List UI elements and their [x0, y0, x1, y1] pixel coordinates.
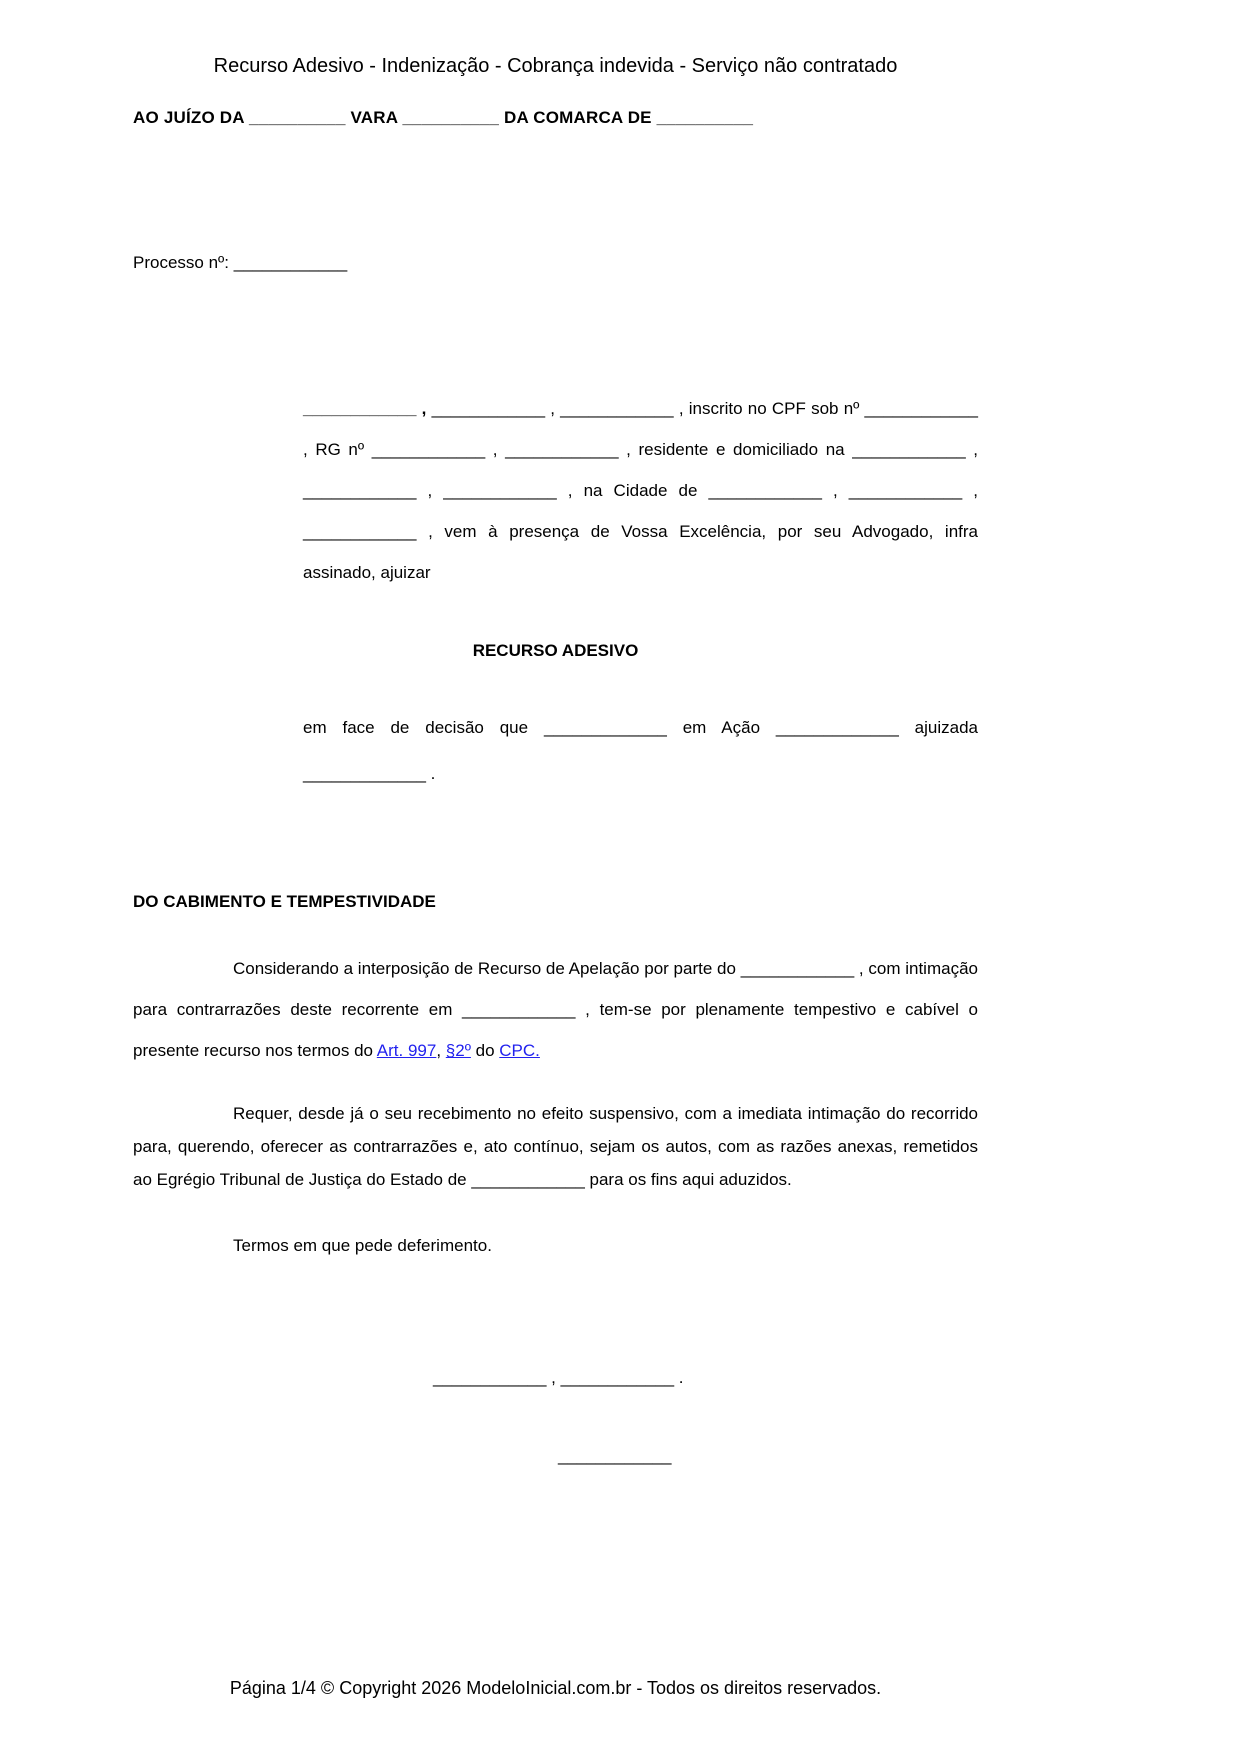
- link-separator-2: do: [470, 1041, 500, 1060]
- signature-blank-line: ____________: [558, 1446, 672, 1465]
- link-separator-1: ,: [436, 1041, 446, 1060]
- link-cpc[interactable]: CPC.: [499, 1041, 540, 1060]
- document-content: [133, 0, 978, 1466]
- page-footer: Página 1/4 © Copyright 2026 ModeloInicial.com.br - Todos os direitos reservados.: [229, 1678, 882, 1698]
- termos-line: Termos em que pede deferimento.: [233, 1236, 492, 1255]
- cabimento-section-heading: DO CABIMENTO E TEMPESTIVIDADE: [133, 892, 436, 911]
- recurso-adesivo-heading: RECURSO ADESIVO: [472, 641, 639, 660]
- considerando-text: Considerando a interposição de Recurso de Apelação por parte do ____________ , com intimação para contrarrazões deste recorrente em ____________ , tem-se por plenamente tempestivo e cabível o presente recurso nos termos do: [133, 959, 978, 1060]
- qualification-text: ____________ , ____________ , inscrito no CPF sob nº ____________ , RG nº ____________ , ____________ , residente e domiciliado na ____________ , ____________ , ____________ , na Cidade de ____________ , ____________ , ____________ , vem à presença de Vossa Excelência, por seu Advogado, infra assinado, ajuizar: [303, 399, 979, 582]
- em-face-paragraph: em face de decisão que _____________ em Ação _____________ ajuizada _____________ .: [303, 718, 978, 783]
- link-paragraph-2[interactable]: §2º: [445, 1041, 471, 1060]
- considerando-paragraph: [133, 948, 978, 1071]
- link-art-997[interactable]: Art. 997: [376, 1041, 437, 1060]
- party-name-blank: ____________ ,: [303, 399, 427, 418]
- court-heading: AO JUÍZO DA __________ VARA __________ DA COMARCA DE __________: [133, 108, 754, 127]
- qualification-paragraph: [303, 388, 978, 593]
- requer-paragraph: Requer, desde já o seu recebimento no efeito suspensivo, com a imediata intimação do recorrido para, querendo, oferecer as contrarrazões e, ato contínuo, sejam os autos, com as razões anexas, remetidos ao Egrégio Tribunal de Justiça do Estado de ____________ para os fins aqui aduzidos.: [133, 1104, 978, 1189]
- date-blank-line: ____________ , ____________ .: [433, 1368, 684, 1387]
- process-number-line: Processo nº: ____________: [133, 253, 348, 272]
- page-title: Recurso Adesivo - Indenização - Cobrança indevida - Serviço não contratado: [213, 55, 898, 77]
